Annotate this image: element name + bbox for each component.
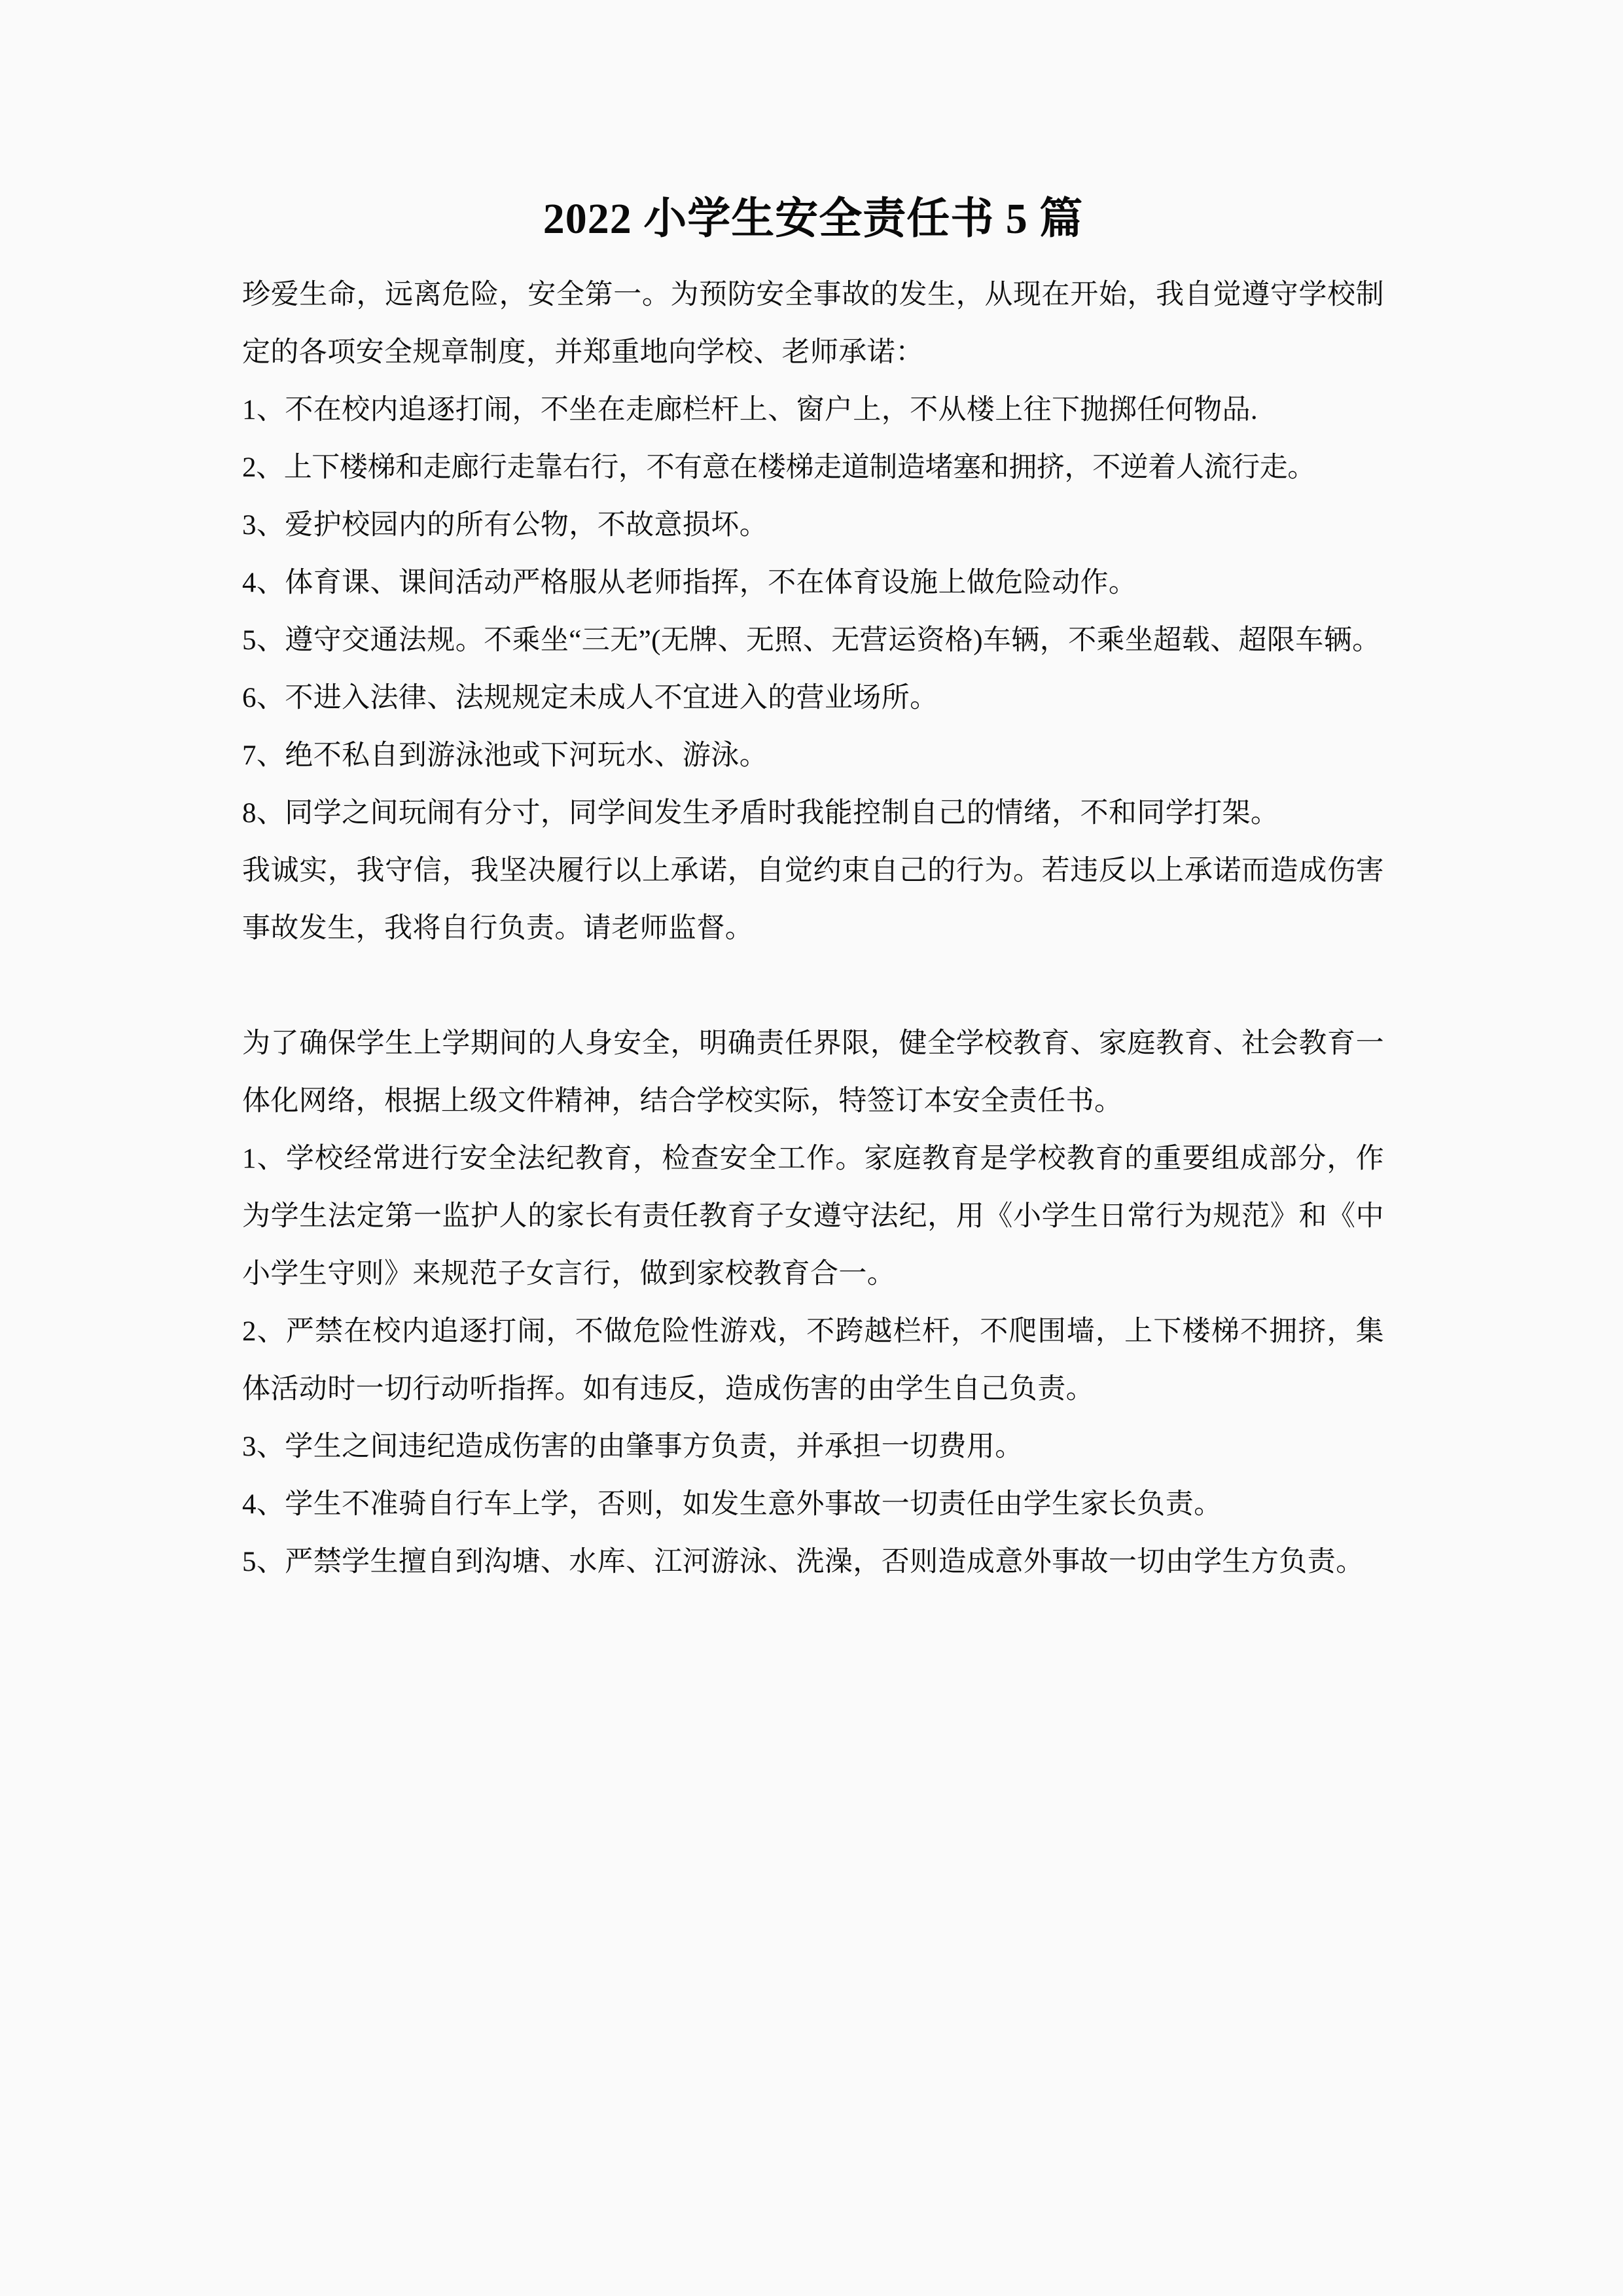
section-one-intro-paragraph: 珍爱生命，远离危险，安全第一。为预防安全事故的发生，从现在开始，我自觉遵守学校制定的各项安全规章制度，并郑重地向学校、老师承诺： xyxy=(242,279,1384,368)
section-one-item-1: 1、不在校内追逐打闹，不坐在走廊栏杆上、窗户上，不从楼上往下抛掷任何物品. xyxy=(242,395,1258,426)
page-title: 2022 小学生安全责任书 5 篇 xyxy=(543,195,1084,243)
section-two-item-2: 2、严禁在校内追逐打闹，不做危险性游戏，不跨越栏杆，不爬围墙，上下楼梯不拥挤，集体活动时一切行动听指挥。如有违反，造成伤害的由学生自己负责。 xyxy=(242,1316,1384,1405)
section-two-item-4: 4、学生不准骑自行车上学，否则，如发生意外事故一切责任由学生家长负责。 xyxy=(242,1489,1222,1520)
section-two-item-5: 5、严禁学生擅自到沟塘、水库、江河游泳、洗澡，否则造成意外事故一切由学生方负责。 xyxy=(242,1547,1364,1578)
section-one-item-8: 8、同学之间玩闹有分寸，同学间发生矛盾时我能控制自己的情绪，不和同学打架。 xyxy=(242,798,1279,829)
section-one-item-4: 4、体育课、课间活动严格服从老师指挥，不在体育设施上做危险动作。 xyxy=(242,567,1137,599)
section-one-item-6: 6、不进入法律、法规规定未成人不宜进入的营业场所。 xyxy=(242,683,938,714)
section-two-item-1: 1、学校经常进行安全法纪教育，检查安全工作。家庭教育是学校教育的重要组成部分，作为学生法定第一监护人的家长有责任教育子女遵守法纪，用《小学生日常行为规范》和《中小学生守则》来规范子女言行，做到家校教育合一。 xyxy=(242,1143,1384,1290)
section-one-item-2: 2、上下楼梯和走廊行走靠右行，不有意在楼梯走道制造堵塞和拥挤，不逆着人流行走。 xyxy=(242,452,1315,484)
section-one-item-5: 5、遵守交通法规。不乘坐“三无”(无牌、无照、无营运资格)车辆，不乘坐超载、超限车辆。 xyxy=(242,625,1381,656)
section-two-intro-paragraph: 为了确保学生上学期间的人身安全，明确责任界限，健全学校教育、家庭教育、社会教育一体化网络，根据上级文件精神，结合学校实际，特签订本安全责任书。 xyxy=(242,1028,1384,1117)
section-one-item-3: 3、爱护校园内的所有公物，不故意损坏。 xyxy=(242,510,768,541)
document-body xyxy=(242,190,1384,1591)
section-one-closing-paragraph: 我诚实，我守信，我坚决履行以上承诺，自觉约束自己的行为。若违反以上承诺而造成伤害事故发生，我将自行负责。请老师监督。 xyxy=(242,855,1384,944)
section-one-item-7: 7、绝不私自到游泳池或下河玩水、游泳。 xyxy=(242,740,768,772)
section-two-item-3: 3、学生之间违纪造成伤害的由肇事方负责，并承担一切费用。 xyxy=(242,1431,1024,1463)
section-divider-blank-line xyxy=(242,958,1384,1015)
